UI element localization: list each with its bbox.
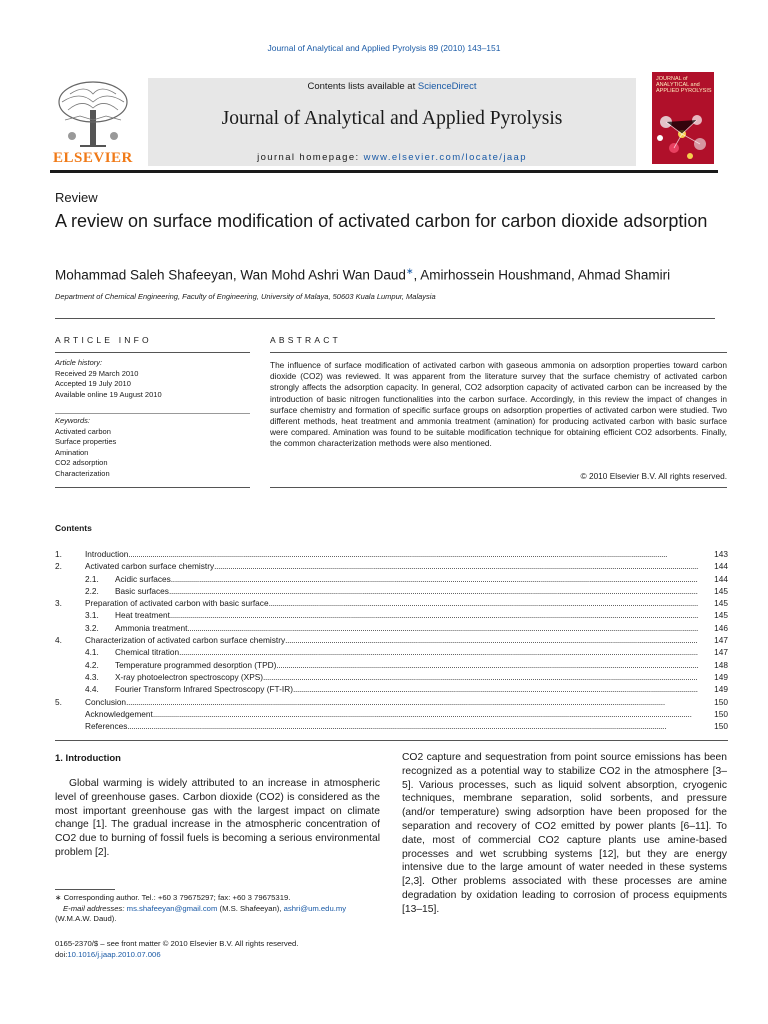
toc-number: 2.2. [85,585,99,596]
email-footnote: E-mail addresses: ms.shafeeyan@gmail.com (M.S. Shafeeyan), ashri@um.edu.my [63,903,347,913]
toc-number: 2.1. [85,573,99,584]
toc-page: 144 [714,561,728,572]
contents-available-line: Contents lists available at ScienceDirect [307,81,477,92]
introduction-heading: 1. Introduction [55,753,121,764]
toc-leader [293,683,698,695]
toc-title: Heat treatment [115,610,170,621]
toc-entry[interactable] [55,597,728,609]
toc-leader [126,696,698,708]
toc-leader [127,720,698,732]
toc-page: 145 [714,610,728,621]
toc-title: Acidic surfaces [115,573,171,584]
introduction-paragraph-right: CO2 capture and sequestration from point source emissions has been recognized as a potential way to stabilize CO2 in the atmosphere [3–5]. Various processes, such as liquid solvent absorption, cryogenic techniques, membrane separation, solid sorbents, and pressure (and/or temperature) swing adsorption have been proposed for the separation and recovery of CO2 emitted by power plants [6–11]. To date, most of commercial CO2 capture plants use amine-based processes and wet scrubbing systems [12], but they are energy intensive due to the large amount of water needed in these systems [2,3]. Other problems associated with these processes are amine degradation by oxidation leading to corrosion of process equipments [13–15]. [402,752,727,915]
toc-number: 1. [55,549,62,559]
toc-page: 150 [714,696,728,707]
toc-number: 2. [55,561,62,572]
divider [55,318,715,319]
abstract-heading: ABSTRACT [270,335,341,345]
toc-title: Activated carbon surface chemistry [85,561,215,572]
abstract-copyright: © 2010 Elsevier B.V. All rights reserved. [580,471,727,481]
toc-page: 147 [714,635,728,646]
divider [55,352,250,353]
toc-entry[interactable] [55,622,728,634]
sciencedirect-link[interactable]: ScienceDirect [417,81,477,92]
toc-entry[interactable] [55,573,728,585]
keyword: Activated carbon [55,426,111,436]
email-footnote-name: (W.M.A.W. Daud). [55,914,117,923]
toc-title: Preparation of activated carbon with basic surface [85,598,269,609]
toc-number: 3.1. [85,610,99,621]
toc-page: 144 [714,573,728,584]
keyword: Characterization [55,468,110,478]
divider [270,487,727,488]
toc-title: X-ray photoelectron spectroscopy (XPS) [115,671,264,682]
history-accepted: Accepted 19 July 2010 [55,379,131,388]
toc-page: 146 [714,622,728,633]
toc-leader [169,585,698,597]
toc-number: 4. [55,635,62,646]
toc-leader [171,573,698,585]
toc-leader [187,622,698,634]
journal-homepage-line: journal homepage: www.elsevier.com/locate/jaap [257,152,527,163]
toc-title: References [85,721,128,732]
history-online: Available online 19 August 2010 [55,389,162,399]
issn-line: 0165-2370/$ – see front matter © 2010 Elsevier B.V. All rights reserved. [55,939,299,948]
article-info-heading: ARTICLE INFO [55,335,152,345]
toc-entry[interactable] [55,560,728,572]
toc-number: 3.2. [85,622,99,633]
keywords-label: Keywords: [55,416,91,425]
introduction-paragraph-left: Global warming is widely attributed to an increase in atmospheric level of greenhouse gases. Carbon dioxide (CO2) is considered as the most important greenhouse gas with the largest impact on climate change [1]. The gradual increase in the atmospheric concentration of CO2 due to burning of fossil fuels is becoming a serious environmental problem [2]. [55,778,380,858]
toc-number: 4.4. [85,684,99,695]
toc-number: 3. [55,598,62,609]
toc-entry[interactable] [55,683,728,695]
email-link[interactable]: ms.shafeeyan@gmail.com [126,903,218,913]
toc-entry[interactable] [55,696,728,708]
footnotes [55,893,385,925]
contents-title: Contents [55,523,92,533]
toc-page: 147 [714,647,728,658]
paper-title: A review on surface modification of activated carbon for carbon dioxide adsorption [55,211,708,231]
toc-title: Chemical titration [115,647,180,658]
toc-number: 4.1. [85,647,99,658]
affiliation: Department of Chemical Engineering, Faculty of Engineering, University of Malaya, 50603 Kuala Lumpur, Malaysia [55,292,436,301]
toc-leader [179,646,698,658]
divider [55,740,728,741]
toc-page: 145 [714,598,728,609]
toc-page: 149 [714,671,728,682]
toc-title: Introduction [85,549,129,559]
toc-page: 150 [714,708,728,719]
toc-page: 149 [714,684,728,695]
toc-entry[interactable] [55,646,728,658]
divider [55,487,250,488]
keywords [55,416,250,479]
author-list: Mohammad Saleh Shafeeyan, Wan Mohd Ashri Wan Daud∗, Amirhossein Houshmand, Ahmad Shamiri [55,266,671,283]
toc-entry[interactable] [55,609,728,621]
history-received: Received 29 March 2010 [55,368,139,378]
toc-number [55,708,85,720]
divider [55,413,250,414]
article-history [55,358,250,400]
toc-leader [153,708,698,720]
table-of-contents [55,548,728,732]
toc-number: 4.2. [85,659,99,670]
toc-entry[interactable] [55,548,728,560]
article-type-label: Review [55,190,98,205]
toc-entry[interactable] [55,659,728,671]
toc-entry[interactable] [55,720,728,732]
toc-leader [214,560,698,572]
toc-title: Characterization of activated carbon surface chemistry [85,635,286,646]
corresponding-author-mark[interactable]: ∗ [405,266,414,276]
divider [270,352,727,353]
toc-entry[interactable] [55,585,728,597]
toc-page: 150 [714,721,728,732]
header-divider [50,170,718,173]
email-link[interactable]: ashri@um.edu.my [283,903,347,913]
toc-leader [285,634,698,646]
toc-title: Basic surfaces [115,585,169,596]
journal-homepage-link[interactable]: www.elsevier.com/locate/jaap [363,152,527,163]
toc-page: 148 [714,659,728,670]
toc-title: Acknowledgement [85,708,153,719]
abstract-text: The influence of surface modification of activated carbon with gaseous ammonia on adsorption properties toward carbon dioxide (CO2) was reviewed. It was apparent from the literature survey that the surface chemistry of activated carbon strongly affects the adsorption capacity. In general, CO2 adsorption capacity of activated carbon can be increased by the introduction of basic nitrogen functionalities into the carbon surface. Accordingly, in this review the impact of changes in surface chemistry and formation of specific surface groups on adsorption properties of activated carbon were studied. Two different methods, heat treatment and ammonia treatment (amination) for producing activated carbon with basic surface were compared. Amination was found to be suitable modification technique for obtaining efficient CO2 adsorbents. Finally, the common characterization methods were also mentioned. [270,360,727,449]
doi-line: doi:10.1016/j.jaap.2010.07.006 [55,950,161,959]
front-matter [55,938,385,960]
toc-leader [269,597,698,609]
elsevier-wordmark: ELSEVIER [53,150,133,166]
toc-entry[interactable] [55,708,728,720]
toc-entry[interactable] [55,634,728,646]
toc-title: Temperature programmed desorption (TPD) [115,659,277,670]
journal-cover-title: JOURNAL of ANALYTICAL and APPLIED PYROLYSIS [656,76,712,94]
toc-number: 4.3. [85,671,99,682]
journal-reference[interactable]: Journal of Analytical and Applied Pyrolysis 89 (2010) 143–151 [267,43,501,53]
toc-number: 5. [55,696,62,707]
toc-leader [276,659,698,671]
journal-title: Journal of Analytical and Applied Pyrolysis [221,108,563,129]
toc-page: 143 [714,549,728,559]
doi-link[interactable]: 10.1016/j.jaap.2010.07.006 [67,950,161,959]
history-label: Article history: [55,358,103,367]
toc-leader [170,609,698,621]
keyword: CO2 adsorption [55,458,108,467]
footnote-divider [55,889,115,890]
toc-leader [263,671,698,683]
keyword: Surface properties [55,437,117,446]
toc-number [55,720,85,732]
toc-title: Fourier Transform Infrared Spectroscopy (FT-IR) [115,684,293,695]
toc-leader [128,548,698,560]
keyword: Amination [55,447,89,457]
corresponding-author-footnote: ∗ Corresponding author. Tel.: +60 3 79675297; fax: +60 3 79675319. [55,893,291,902]
toc-entry[interactable] [55,671,728,683]
toc-title: Conclusion [85,696,127,707]
toc-page: 145 [714,585,728,596]
toc-title: Ammonia treatment [115,622,188,633]
